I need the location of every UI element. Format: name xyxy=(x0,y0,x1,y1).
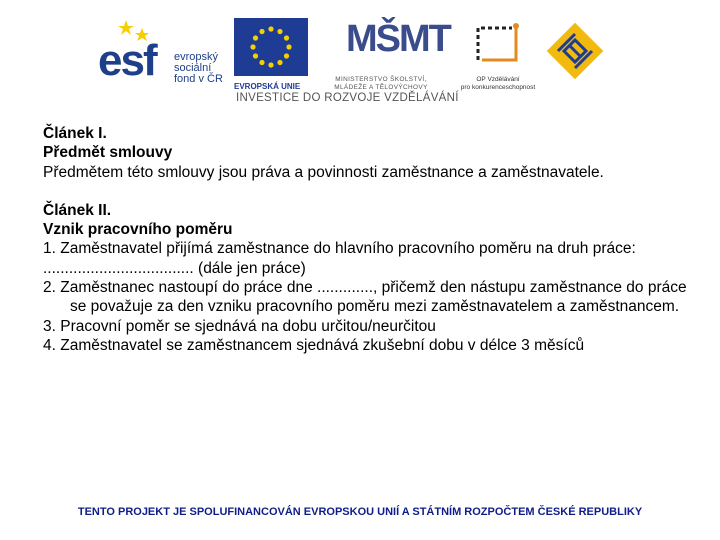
diamond-logo-icon xyxy=(544,20,606,82)
op-vk-logo xyxy=(452,20,544,96)
msmt-line: MLÁDEŽE A TĚLOVÝCHOVY xyxy=(334,84,428,91)
article2-item-1-fill: ................................... (dále jen práce) xyxy=(43,259,306,277)
esf-caption xyxy=(174,52,223,85)
contract-text xyxy=(43,124,693,355)
cofinancing-footer: TENTO PROJEKT JE SPOLUFINANCOVÁN EVROPSKOU UNIÍ A STÁTNÍM ROZPOČTEM ČESKÉ REPUBLIKY xyxy=(77,506,643,518)
esf-logo xyxy=(98,18,228,94)
article2-item-4: 4. Zaměstnavatel se zaměstnancem sjednává zkušební dobu v délce 3 měsíců xyxy=(43,336,585,354)
article2-item-1: 1. Zaměstnavatel přijímá zaměstnance do hlavního pracovního poměru na druh práce: xyxy=(43,240,636,258)
msmt-logo xyxy=(318,18,450,102)
op-line: OP Vzdělávání xyxy=(476,76,520,83)
article1-text: Předmětem této smlouvy jsou práva a povinnosti zaměstnance a zaměstnavatele. xyxy=(43,163,604,181)
esf-line: sociální xyxy=(174,62,212,74)
esf-wordmark: esf xyxy=(98,36,156,85)
investment-tagline: INVESTICE DO ROZVOJE VZDĚLÁVÁNÍ xyxy=(236,92,459,104)
article1-heading: Článek I. xyxy=(43,125,107,142)
article2-subheading: Vznik pracovního poměru xyxy=(43,221,233,239)
op-vk-caption xyxy=(452,76,544,92)
spacer xyxy=(43,182,693,201)
article2-item-3: 3. Pracovní poměr se sjednává na dobu určitou/neurčitou xyxy=(43,317,436,335)
op-line: pro konkurenceschopnost xyxy=(460,84,536,91)
msmt-mark: MŠMT xyxy=(346,18,450,60)
esf-line: evropský xyxy=(174,51,219,63)
article1-subheading: Předmět smlouvy xyxy=(43,144,173,162)
article2-heading: Článek II. xyxy=(43,201,112,219)
eu-flag-icon xyxy=(234,18,308,76)
article2-item-2: 2. Zaměstnanec nastoupí do práce dne ............., přičemž den nástupu zaměstnance do práce se považuje za den vzniku pracovního poměru mezi zaměstnavatelem a zaměstnancem. xyxy=(43,279,687,316)
eu-label: EVROPSKÁ UNIE xyxy=(234,82,301,91)
logo-strip xyxy=(96,10,558,122)
eu-logo xyxy=(234,18,316,100)
msmt-line: MINISTERSTVO ŠKOLSTVÍ, xyxy=(335,76,427,83)
msmt-caption xyxy=(318,76,444,92)
esf-line: fond v ČR xyxy=(174,73,223,85)
op-vk-mark-icon xyxy=(472,20,522,66)
